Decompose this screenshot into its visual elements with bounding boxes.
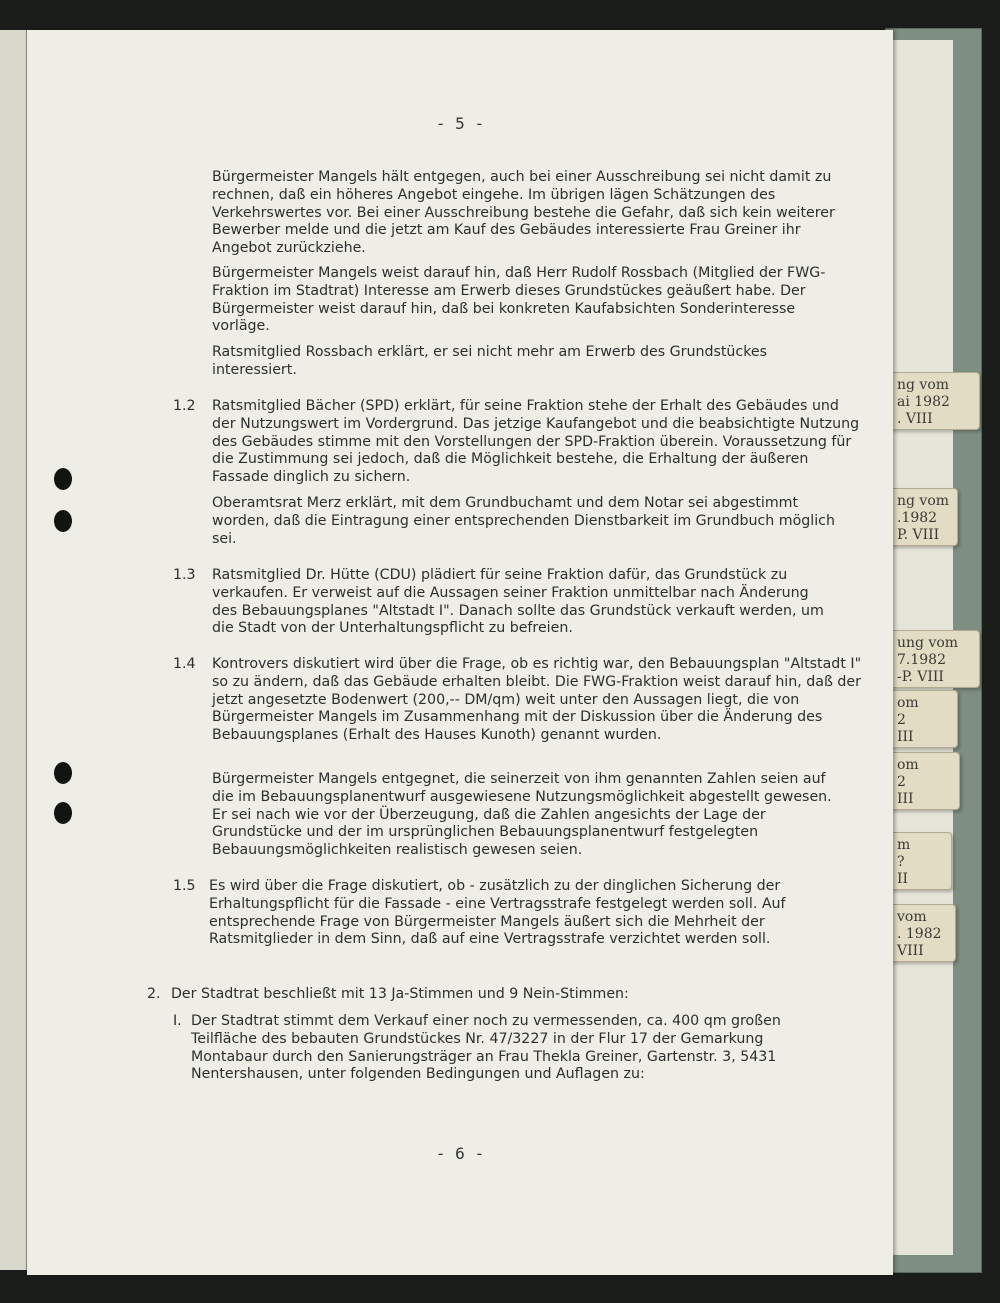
tab-line: P. VIII xyxy=(897,527,940,543)
tab-line: 2 xyxy=(897,774,906,790)
tab-line: III xyxy=(897,729,914,745)
tab-line: ng vom xyxy=(897,377,950,393)
index-tab-1 xyxy=(888,372,980,430)
section-number: 1.3 xyxy=(173,567,196,583)
punch-hole xyxy=(54,468,72,490)
tab-line: om xyxy=(897,695,919,711)
tab-line: ? xyxy=(897,854,905,870)
tab-line: m xyxy=(897,837,911,853)
punch-hole xyxy=(54,802,72,824)
paragraph: Der Stadtrat beschließt mit 13 Ja-Stimmen und 9 Nein-Stimmen: xyxy=(171,986,629,1002)
section-number: 1.5 xyxy=(173,878,196,894)
section-number: 2. xyxy=(147,986,161,1002)
index-tab-4 xyxy=(888,690,958,748)
document-page xyxy=(27,30,893,1275)
adjacent-page-edge xyxy=(0,30,27,1270)
page-number-top: - 5 - xyxy=(435,114,485,133)
paragraph: Ratsmitglied Bächer (SPD) erklärt, für seine Fraktion stehe der Erhalt des Gebäudes und der Nutzungswert im Vordergrund. Das jetzige Kaufangebot und die beabsichtigte Nutzung des Gebäudes stimme mit den Vorstellungen der SPD-Fraktion überein. Voraussetzung für die Zustimmung sei jedoch, daß die Möglichkeit bestehe, die Erhaltung der äußeren Fassade dinglich zu sichern. xyxy=(212,398,860,486)
tab-line: .1982 xyxy=(897,510,938,526)
tab-line: ung vom xyxy=(897,635,959,651)
tab-line: II xyxy=(897,871,909,887)
tab-line: VIII xyxy=(897,943,924,959)
paragraph: Ratsmitglied Dr. Hütte (CDU) plädiert für seine Fraktion dafür, das Grundstück zu verkaufen. Er verweist auf die Aussagen seiner Fraktion unmittelbar nach Änderung des Bebauungsplanes "Altstadt I". Danach sollte das Grundstück verkauft werden, um die Stadt von der Unterhaltungspflicht zu befreien. xyxy=(212,567,824,637)
paragraph: Ratsmitglied Rossbach erklärt, er sei nicht mehr am Erwerb des Grundstückes interessiert. xyxy=(212,344,768,378)
tab-line: ai 1982 xyxy=(897,394,950,410)
index-tab-6 xyxy=(888,832,952,890)
tab-line: . 1982 xyxy=(897,926,942,942)
index-tab-5 xyxy=(888,752,960,810)
paragraph: Der Stadtrat stimmt dem Verkauf einer noch zu vermessenden, ca. 400 qm großen Teilfläche des bebauten Grundstückes Nr. 47/3227 in der Flur 17 der Gemarkung Montabaur durch den Sanierungsträger an Frau Thekla Greiner, Gartenstr. 3, 5431 Nentershausen, unter folgenden Bedingungen und Auflagen zu: xyxy=(191,1013,781,1083)
tab-line: . VIII xyxy=(897,411,933,427)
tab-line: om xyxy=(897,757,919,773)
tab-line: -P. VIII xyxy=(897,669,944,685)
punch-hole xyxy=(54,762,72,784)
paragraph: Es wird über die Frage diskutiert, ob - zusätzlich zu der dinglichen Sicherung der Erhaltungspflicht für die Fassade - eine Vertragsstrafe festgelegt werden soll. Auf entsprechende Frage von Bürgermeister Mangels äußert sich die Mehrheit der Ratsmitglieder in dem Sinn, daß auf eine Vertragsstrafe verzichtet werden soll. xyxy=(209,878,786,948)
paragraph: Bürgermeister Mangels weist darauf hin, daß Herr Rudolf Rossbach (Mitglied der FWG-Fraktion im Stadtrat) Interesse am Erwerb dieses Grundstückes geäußert habe. Der Bürgermeister weist darauf hin, daß bei konkreten Kaufabsichten Sonderinteresse vorläge. xyxy=(212,265,826,335)
paragraph: Oberamtsrat Merz erklärt, mit dem Grundbuchamt und dem Notar sei abgestimmt worden, daß die Eintragung einer entsprechenden Dienstbarkeit im Grundbuch möglich sei. xyxy=(212,495,835,547)
tab-line: III xyxy=(897,791,914,807)
section-number: I. xyxy=(173,1013,182,1029)
punch-hole xyxy=(54,510,72,532)
index-tab-3 xyxy=(888,630,980,688)
paragraph: Bürgermeister Mangels hält entgegen, auch bei einer Ausschreibung sei nicht damit zu rechnen, daß ein höheres Angebot eingehe. Im übrigen lägen Schätzungen des Verkehrswertes vor. Bei einer Ausschreibung bestehe die Gefahr, daß sich kein weiterer Bewerber melde und die jetzt am Kauf des Gebäudes interessierte Frau Greiner ihr Angebot zurückziehe. xyxy=(212,169,835,257)
section-number: 1.4 xyxy=(173,656,196,672)
tab-line: ng vom xyxy=(897,493,950,509)
section-number: 1.2 xyxy=(173,398,196,414)
paragraph: Bürgermeister Mangels entgegnet, die seinerzeit von ihm genannten Zahlen seien auf die im Bebauungsplanentwurf ausgewiesene Nutzungsmöglichkeit abgestellt gewesen. Er sei nach wie vor der Überzeugung, daß die Zahlen angesichts der Lage der Grundstücke und der im ursprünglichen Bebauungsplanentwurf festgelegten Bebauungsmöglichkeiten realistisch gewesen seien. xyxy=(212,771,832,859)
index-tab-2 xyxy=(888,488,958,546)
index-tab-7 xyxy=(888,904,956,962)
tab-line: vom xyxy=(897,909,927,925)
page-number-bottom: - 6 - xyxy=(435,1144,485,1163)
tab-line: 2 xyxy=(897,712,906,728)
paragraph: Kontrovers diskutiert wird über die Frage, ob es richtig war, den Bebauungsplan "Altstadt I" so zu ändern, daß das Gebäude erhalten bleibt. Die FWG-Fraktion weist darauf hin, daß der jetzt angesetzte Bodenwert (200,-- DM/qm) weit unter den Aussagen liegt, die von Bürgermeister Mangels im Zusammenhang mit der Diskussion über die Änderung des Bebauungsplanes (Erhalt des Hauses Kunoth) genannt wurden. xyxy=(212,656,862,744)
tab-line: 7.1982 xyxy=(897,652,946,668)
